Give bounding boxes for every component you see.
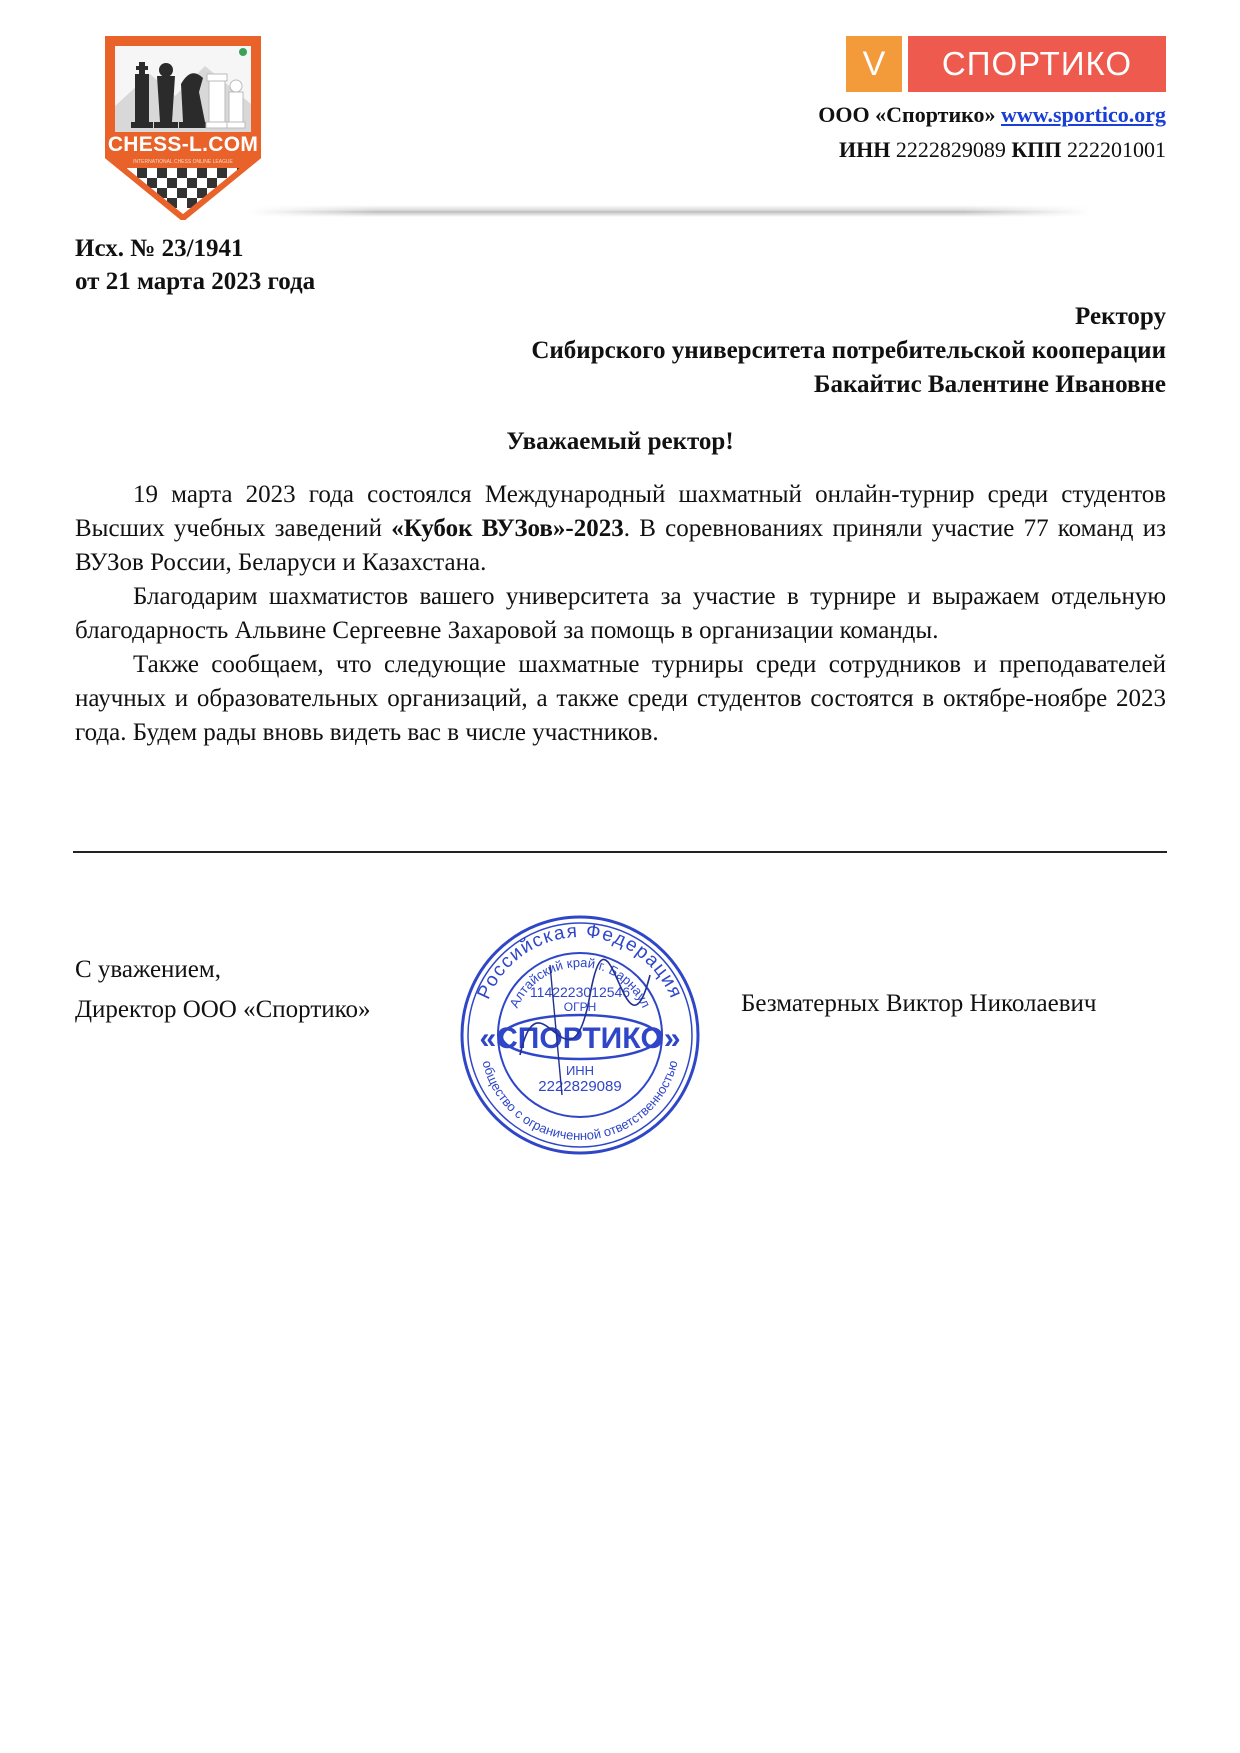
reference-date: от 21 марта 2023 года — [75, 268, 316, 295]
stamp-region: Алтайский край г. Барнаул — [506, 954, 654, 1011]
reference-number: Исх. № 23/1941 — [75, 235, 244, 262]
sportico-logo — [846, 36, 1166, 92]
closing-block — [75, 950, 371, 1030]
chess-l-logo — [105, 36, 261, 220]
addressee-block — [531, 300, 1166, 402]
stamp-country: Российская Федерация — [473, 920, 687, 1003]
company-stamp — [450, 905, 710, 1165]
signer-position: Директор ООО «Спортико» — [75, 996, 371, 1023]
stamp-company-name: «СПОРТИКО» — [479, 1022, 681, 1055]
letter-body — [75, 478, 1166, 750]
paragraph-3: Также сообщаем, что следующие шахматные турниры среди сотрудников и преподавателей научных и образовательных организаций, а также среди студентов состоятся в октябре-ноябре 2023 года. Будем рады вновь видеть вас в числе участников. — [75, 651, 1166, 746]
stamp-legal-form: общество с ограниченной ответственностью — [479, 1058, 681, 1144]
outgoing-reference — [75, 232, 315, 298]
signer-name: Безматерных Виктор Николаевич — [741, 990, 1097, 1017]
kpp-label: КПП — [1011, 137, 1062, 162]
sportico-logo-name: СПОРТИКО — [908, 36, 1166, 92]
kpp-value: 222201001 — [1067, 137, 1166, 162]
org-line — [818, 102, 1166, 128]
chess-logo-text: CHESS-L.COM — [107, 133, 259, 156]
header-divider — [250, 205, 1090, 217]
stamp-ogrn: 1142223012546 — [529, 984, 631, 1000]
addressee-line-1: Ректору — [1075, 303, 1166, 330]
website-link[interactable]: www.sportico.org — [1001, 102, 1166, 127]
sportico-mark-icon: V — [846, 36, 902, 92]
org-name: ООО «Спортико» — [818, 102, 996, 127]
stamp-inn: 2222829089 — [538, 1078, 622, 1095]
paragraph-2: Благодарим шахматистов вашего университета за участие в турнире и выражаем отдельную благодарность Альвине Сергеевне Захаровой за помощь в организации команды. — [75, 583, 1166, 644]
stamp-seal-icon — [450, 905, 710, 1165]
tax-ids — [839, 137, 1166, 163]
addressee-line-2: Сибирского университета потребительской кооперации — [531, 337, 1166, 364]
chess-logo-tagline: INTERNATIONAL CHESS ONLINE LEAGUE — [133, 159, 233, 165]
greeting: Уважаемый ректор! — [506, 428, 734, 455]
stamp-ogrn-label: ОГРН — [563, 1000, 597, 1014]
paragraph-1 — [75, 478, 1166, 580]
closing-text: С уважением, — [75, 956, 221, 983]
paragraph-1-end: . В соревнованиях приняли участие 77 команд из ВУЗов России, Беларуси и Казахстана. — [75, 515, 1166, 576]
inn-label: ИНН — [838, 137, 891, 162]
paragraph-1-start: 19 марта 2023 года состоялся Международный шахматный онлайн-турнир среди студентов Высших учебных заведений — [75, 481, 1166, 542]
stamp-inn-label: ИНН — [565, 1063, 595, 1078]
tournament-name: «Кубок ВУЗов»-2023 — [391, 515, 624, 542]
inn-value: 2222829089 — [895, 137, 1006, 162]
body-divider — [73, 851, 1167, 853]
chess-shield-icon — [105, 36, 261, 220]
addressee-line-3: Бакайтис Валентине Ивановне — [813, 371, 1166, 398]
